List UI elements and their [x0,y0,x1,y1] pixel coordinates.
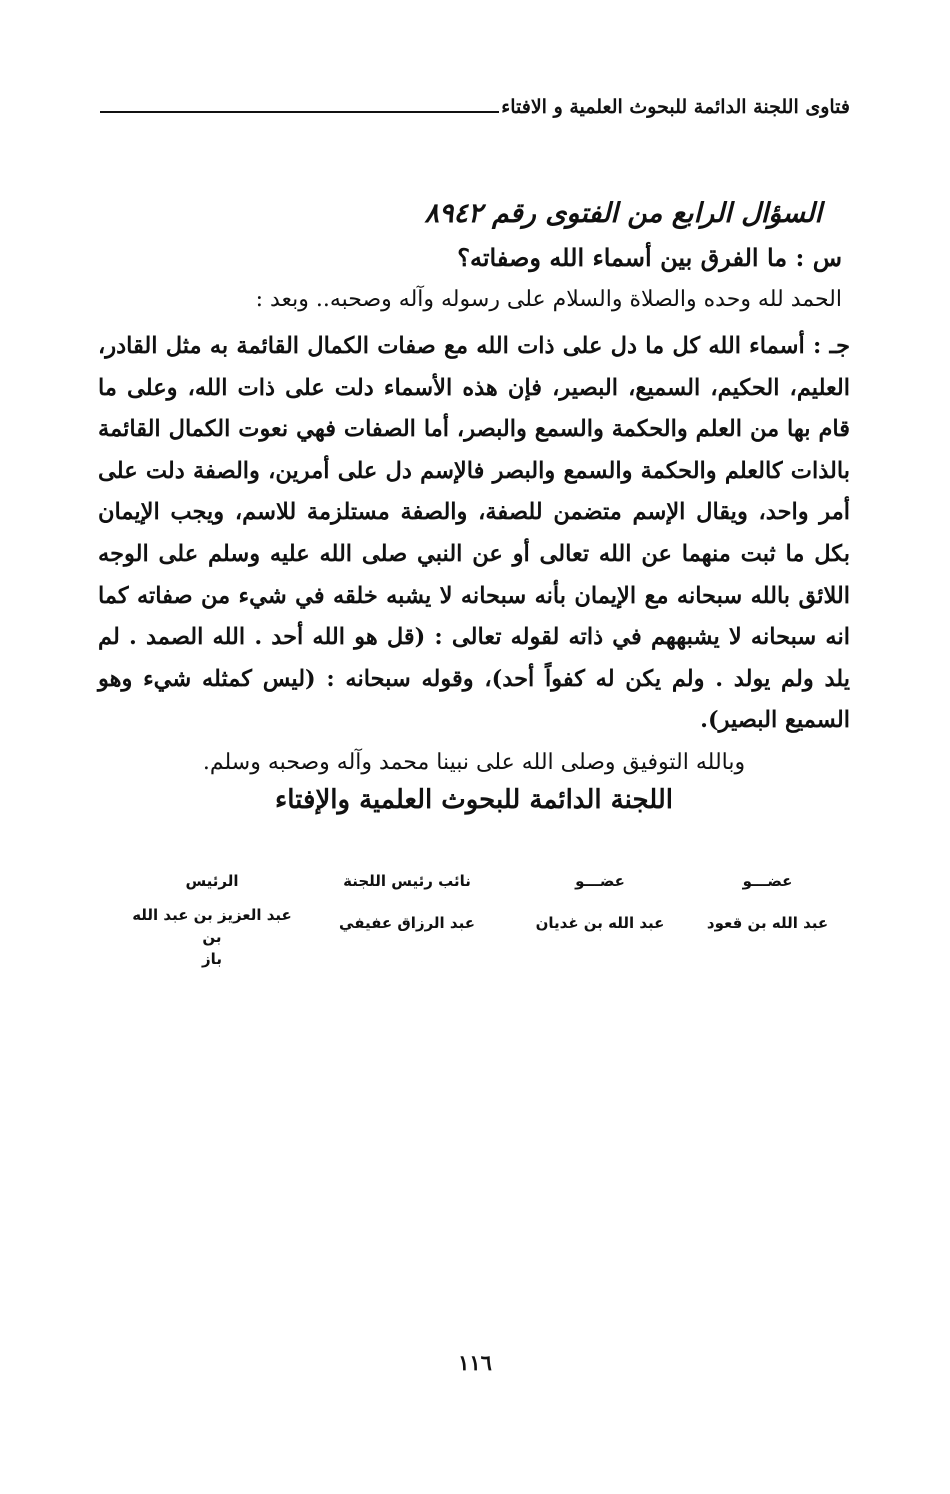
question-text: س : ما الفرق بين أسماء الله وصفاته؟ [457,243,842,272]
signature-name: عبد الله بن قعود [706,914,829,932]
intro-text: الحمد لله وحده والصلاة والسلام على رسوله وآله وصحبه.. وبعد : [255,287,842,312]
committee-name: اللجنة الدائمة للبحوث العلمية والإفتاء [275,785,673,815]
signature-member-2 [705,872,830,934]
signature-role: الرئيس [185,872,239,890]
signature-name: عبد الرزاق عفيفي [339,914,475,932]
signature-name: عبد العزيز بن عبد الله بن [132,906,292,946]
signature-name-continued: باز [202,950,222,968]
running-header [100,92,850,122]
header-rule [100,111,499,113]
signature-vice-president [327,872,487,934]
header-title: فتاوى اللجنة الدائمة للبحوث العلمية و الافتاء [501,96,850,118]
signature-role: عضـــو [742,872,793,890]
signature-president [122,872,302,970]
closing-text: وبالله التوفيق وصلى الله على نبينا محمد وآله وصحبه وسلم. [202,750,746,775]
fatwa-title: السؤال الرابع من الفتوى رقم ٨٩٤٢ [424,198,822,229]
answer-paragraph: جـ : أسماء الله كل ما دل على ذات الله مع صفات الكمال القائمة به مثل القادر، العليم، الحكيم، السميع، البصير، فإن هذه الأسماء دلت على ذات الله، وعلى ما قام بها من العلم والحكمة والسمع والبصر، أما الصفات فهي نعوت الكمال القائمة بالذات كالعلم والحكمة والسمع والبصر فالإسم دل على أمرين، والصفة دلت على أمر واحد، ويقال الإسم متضمن للصفة، والصفة مستلزمة للاسم، ويجب الإيمان بكل ما ثبت منهما عن الله تعالى أو عن النبي صلى الله عليه وسلم على الوجه اللائق بالله سبحانه مع الإيمان بأنه سبحانه لا يشبه خلقه في شيء من صفاته كما انه سبحانه لا يشبههم في ذاته لقوله تعالى : (قل هو الله أحد . الله الصمد . لم يلد ولم يولد . ولم يكن له كفواً أحد)، وقوله سبحانه : (ليس كمثله شيء وهو السميع البصير). [98,333,850,734]
signature-member-1 [525,872,675,934]
signature-name: عبد الله بن غديان [535,914,665,932]
signature-role: نائب رئيس اللجنة [343,872,471,890]
page-number: ١١٦ [458,1350,492,1375]
signature-role: عضـــو [575,872,625,890]
